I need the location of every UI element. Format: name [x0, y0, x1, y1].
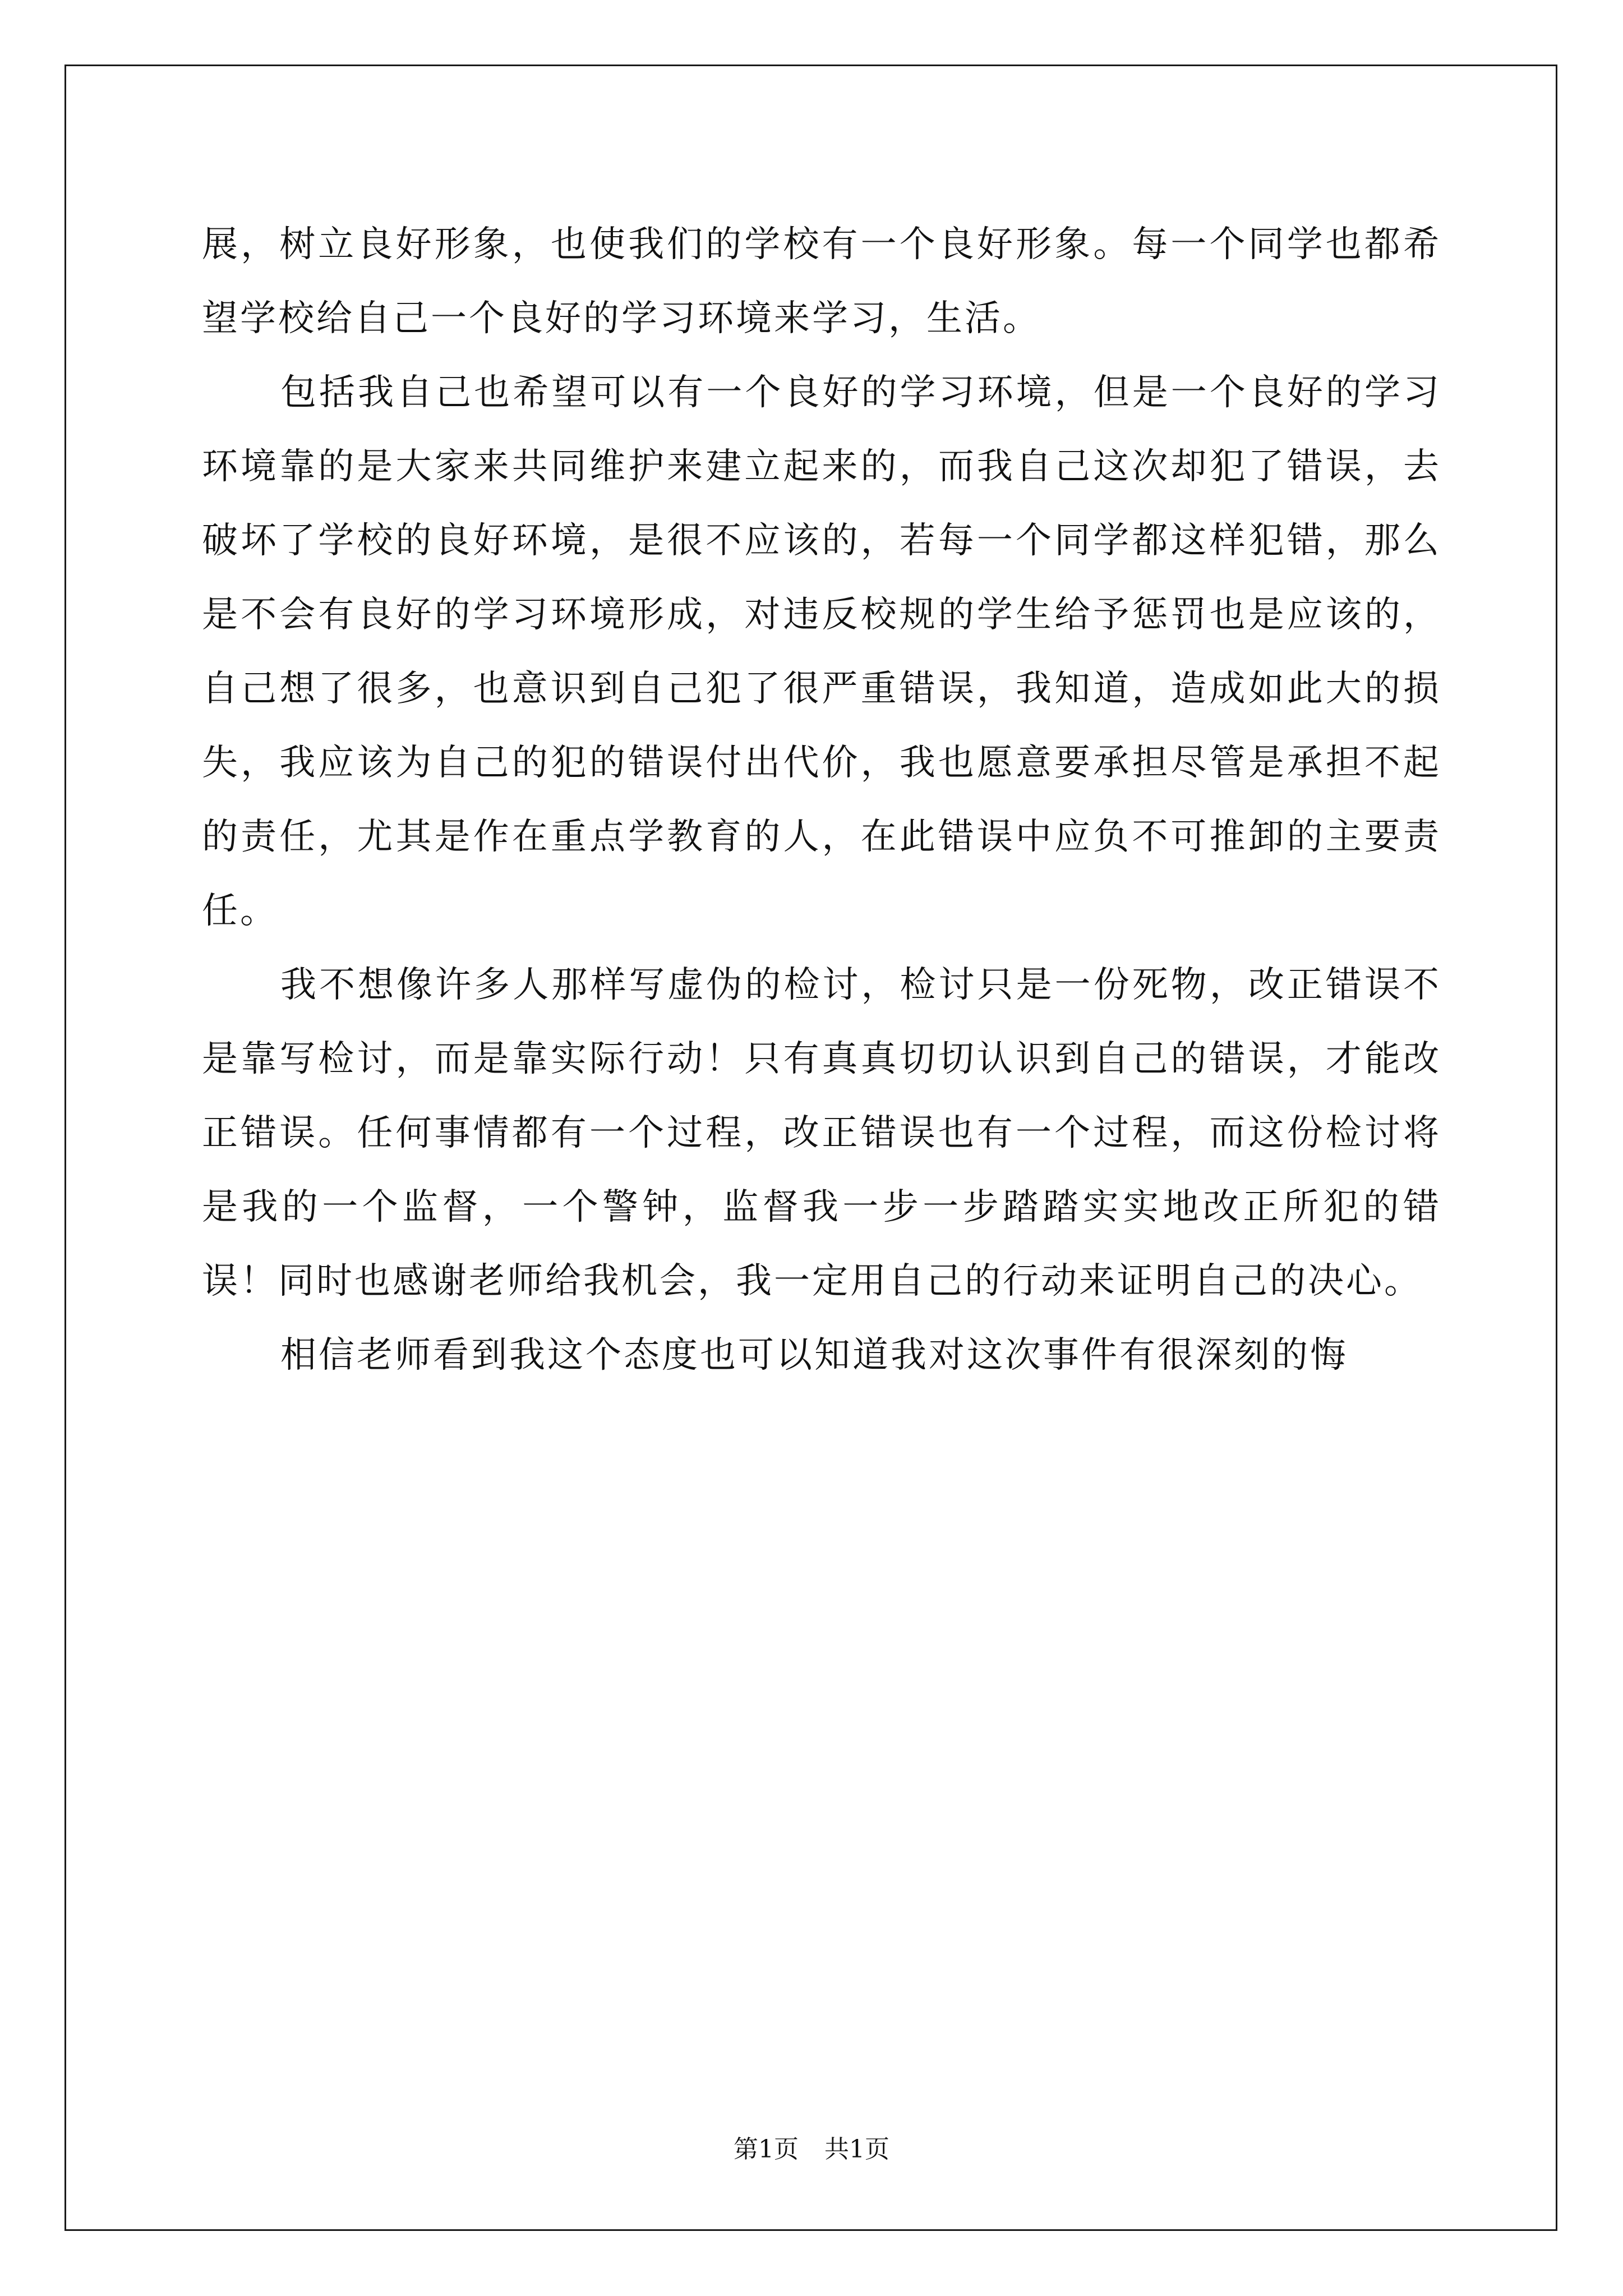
paragraph-4: 相信老师看到我这个态度也可以知道我对这次事件有很深刻的悔 [280, 1335, 1348, 1376]
paragraph-2: 包括我自己也希望可以有一个良好的学习环境，但是一个良好的学习环境靠的是大家来共同维护来建立起来的，而我自己这次却犯了错误，去破坏了学校的良好环境，是很不应该的，若每一个同学都这样犯错，那么是不会有良好的学习环境形成，对违反校规的学生给予惩罚也是应该的，自己想了很多，也意识到自己犯了很严重错误，我知道，造成如此大的损失，我应该为自己的犯的错误付出代价，我也愿意要承担尽管是承担不起的责任，尤其是作在重点学教育的人，在此错误中应负不可推卸的主要责任。 [202, 372, 1441, 932]
page-footer [0, 2129, 1623, 2165]
page-number-total: 共1页 [824, 2135, 889, 2164]
paragraph-3: 我不想像许多人那样写虚伪的检讨，检讨只是一份死物，改正错误不是靠写检讨，而是靠实际行动！只有真真切切认识到自己的错误，才能改正错误。任何事情都有一个过程，改正错误也有一个过程，而这份检讨将是我的一个监督，一个警钟，监督我一步一步踏踏实实地改正所犯的错误！同时也感谢老师给我机会，我一定用自己的行动来证明自己的决心。 [202, 964, 1441, 1302]
document-body [202, 208, 1441, 1392]
page-number-current: 第1页 [734, 2135, 799, 2164]
paragraph-1: 展，树立良好形象，也使我们的学校有一个良好形象。每一个同学也都希望学校给自己一个良好的学习环境来学习，生活。 [202, 224, 1441, 339]
